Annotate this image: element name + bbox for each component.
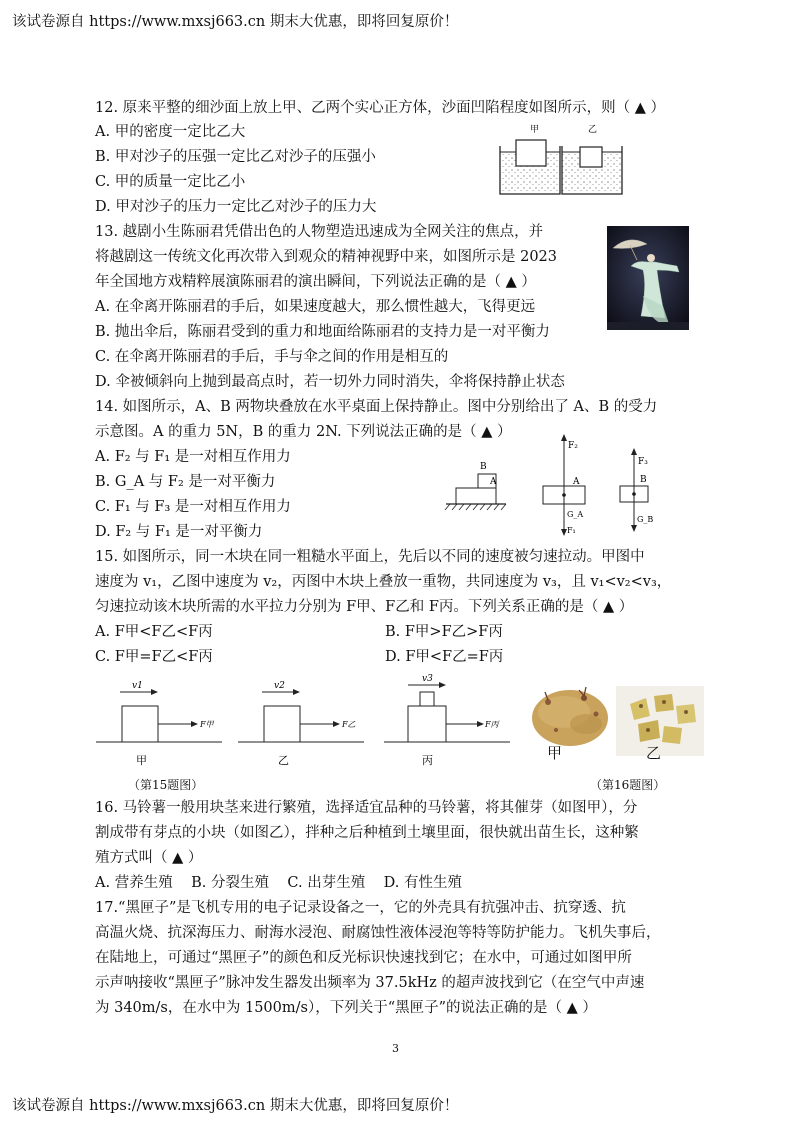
svg-text:F₃: F₃ xyxy=(638,457,648,467)
q15-fig-jia xyxy=(96,681,222,767)
stacked-blocks xyxy=(445,462,506,510)
svg-text:v1: v1 xyxy=(132,681,143,691)
svg-text:丙: 丙 xyxy=(422,754,433,767)
q12-option-c: C. 甲的质量一定比乙小 xyxy=(95,174,246,190)
q12-sand-figure xyxy=(498,120,628,198)
q16-options: A. 营养生殖 B. 分裂生殖 C. 出芽生殖 D. 有性生殖 xyxy=(95,875,462,891)
q14-option-a: A. F₂ 与 F₁ 是一对相互作用力 xyxy=(95,449,291,465)
q13-option-a: A. 在伞离开陈丽君的手后，如果速度越大，那么惯性越大，飞得更远 xyxy=(95,299,536,315)
page-number: 3 xyxy=(392,1042,399,1055)
svg-text:A: A xyxy=(573,477,580,487)
cube-yi xyxy=(580,147,602,167)
q12-label-yi: 乙 xyxy=(588,125,598,135)
q15-figure-caption: （第15题图） xyxy=(128,778,204,792)
q15-figure xyxy=(92,672,512,772)
svg-text:G_A: G_A xyxy=(567,510,584,519)
q16-figure-caption: （第16题图） xyxy=(590,778,666,792)
svg-text:F₂: F₂ xyxy=(568,441,578,451)
q17-stem-4: 示声呐接收“黑匣子”脉冲发生器发出频率为 37.5kHz 的超声波找到它（在空气中声速 xyxy=(95,975,645,991)
svg-text:乙: 乙 xyxy=(278,754,289,767)
q15-option-d: D. F甲<F乙=F丙 xyxy=(385,649,504,665)
q17-stem-3: 在陆地上，可通过“黑匣子”的颜色和反光标识快速找到它；在水中，可通过如图甲所 xyxy=(95,950,632,966)
q15-stem-1: 15. 如图所示，同一木块在同一粗糙水平面上，先后以不同的速度被匀速拉动。甲图中 xyxy=(95,549,645,565)
svg-text:F乙: F乙 xyxy=(342,720,356,729)
opera-performer-photo xyxy=(607,226,689,330)
q15-stem-2: 速度为 v₁，乙图中速度为 v₂，丙图中木块上叠放一重物，共同速度为 v₃，且 v₁<v₂<v₃， xyxy=(95,574,672,590)
svg-text:A: A xyxy=(490,477,497,487)
q17-stem-1: 17.“黑匣子”是飞机专用的电子记录设备之一，它的外壳具有抗强冲击、抗穿透、抗 xyxy=(95,900,626,916)
svg-text:F甲: F甲 xyxy=(200,720,214,729)
q15-option-c: C. F甲=F乙<F丙 xyxy=(95,649,213,665)
q12-label-jia: 甲 xyxy=(530,125,540,135)
q12-stem: 12. 原来平整的细沙面上放上甲、乙两个实心正方体，沙面凹陷程度如图所示，则（ ▲ ） xyxy=(95,100,666,116)
svg-text:B: B xyxy=(480,462,487,472)
svg-text:v2: v2 xyxy=(274,681,285,691)
q17-stem-5: 为 340m/s，在水中为 1500m/s），下列关于“黑匣子”的说法正确的是（ ▲ ） xyxy=(95,1000,597,1016)
q14-option-c: C. F₁ 与 F₃ 是一对相互作用力 xyxy=(95,499,291,515)
q14-option-b: B. G_A 与 F₂ 是一对平衡力 xyxy=(95,474,276,490)
q12-option-d: D. 甲对沙子的压力一定比乙对沙子的压力大 xyxy=(95,199,377,215)
block-a-forces xyxy=(543,434,585,536)
q13-option-b: B. 抛出伞后，陈丽君受到的重力和地面给陈丽君的支持力是一对平衡力 xyxy=(95,324,550,340)
q13-stem-1: 13. 越剧小生陈丽君凭借出色的人物塑造迅速成为全网关注的焦点，并 xyxy=(95,224,544,240)
svg-text:v3: v3 xyxy=(422,674,433,684)
q12-option-a: A. 甲的密度一定比乙大 xyxy=(95,124,246,140)
svg-text:F₁: F₁ xyxy=(567,526,576,535)
q17-stem-2: 高温火烧、抗深海压力、耐海水浸泡、耐腐蚀性液体浸泡等特等防护能力。飞机失事后， xyxy=(95,925,661,941)
q16-stem-2: 割成带有芽点的小块（如图乙），拌种之后种植到土壤里面，很快就出苗生长，这种繁 xyxy=(95,825,639,841)
q15-fig-yi xyxy=(238,681,364,767)
q16-photo-label-yi: 乙 xyxy=(646,744,662,762)
q13-stem-3: 年全国地方戏精粹展演陈丽君的演出瞬间，下列说法正确的是（ ▲ ） xyxy=(95,274,536,290)
q15-option-a: A. F甲<F乙<F丙 xyxy=(95,624,213,640)
q16-stem-3: 殖方式叫（ ▲ ） xyxy=(95,850,203,866)
block-b-forces xyxy=(620,448,653,532)
q16-photo-label-jia: 甲 xyxy=(547,744,563,762)
q12-option-b: B. 甲对沙子的压强一定比乙对沙子的压强小 xyxy=(95,149,376,165)
q16-stem-1: 16. 马铃薯一般用块茎来进行繁殖，选择适宜品种的马铃薯，将其催芽（如图甲），分 xyxy=(95,800,638,816)
cube-jia xyxy=(516,140,546,166)
q13-option-d: D. 伞被倾斜向上抛到最高点时，若一切外力同时消失，伞将保持静止状态 xyxy=(95,374,565,390)
q14-force-diagram xyxy=(440,432,670,542)
svg-text:G_B: G_B xyxy=(637,515,654,524)
svg-text:F丙: F丙 xyxy=(485,720,499,729)
q13-stem-2: 将越剧这一传统文化再次带入到观众的精神视野中来，如图所示是 2023 xyxy=(95,249,558,265)
q13-option-c: C. 在伞离开陈丽君的手后，手与伞之间的作用是相互的 xyxy=(95,349,449,365)
q14-stem-2: 示意图。A 的重力 5N，B 的重力 2N. 下列说法正确的是（ ▲ ） xyxy=(95,424,512,440)
svg-text:B: B xyxy=(640,475,647,485)
source-banner-top: 该试卷源自 https://www.mxsj663.cn 期末大优惠，即将回复原价！ xyxy=(12,14,459,30)
q14-option-d: D. F₂ 与 F₁ 是一对平衡力 xyxy=(95,524,263,540)
q14-stem-1: 14. 如图所示，A、B 两物块叠放在水平桌面上保持静止。图中分别给出了 A、B 的受力 xyxy=(95,399,658,415)
q15-fig-bing xyxy=(384,674,510,767)
potato-sprouted-photo xyxy=(532,687,608,746)
q15-stem-3: 匀速拉动该木块所需的水平拉力分别为 F甲、F乙和 F丙。下列关系正确的是（ ▲ ） xyxy=(95,599,634,615)
svg-text:甲: 甲 xyxy=(136,754,147,767)
source-banner-bottom: 该试卷源自 https://www.mxsj663.cn 期末大优惠，即将回复原价！ xyxy=(12,1098,459,1114)
q15-option-b: B. F甲>F乙>F丙 xyxy=(385,624,503,640)
